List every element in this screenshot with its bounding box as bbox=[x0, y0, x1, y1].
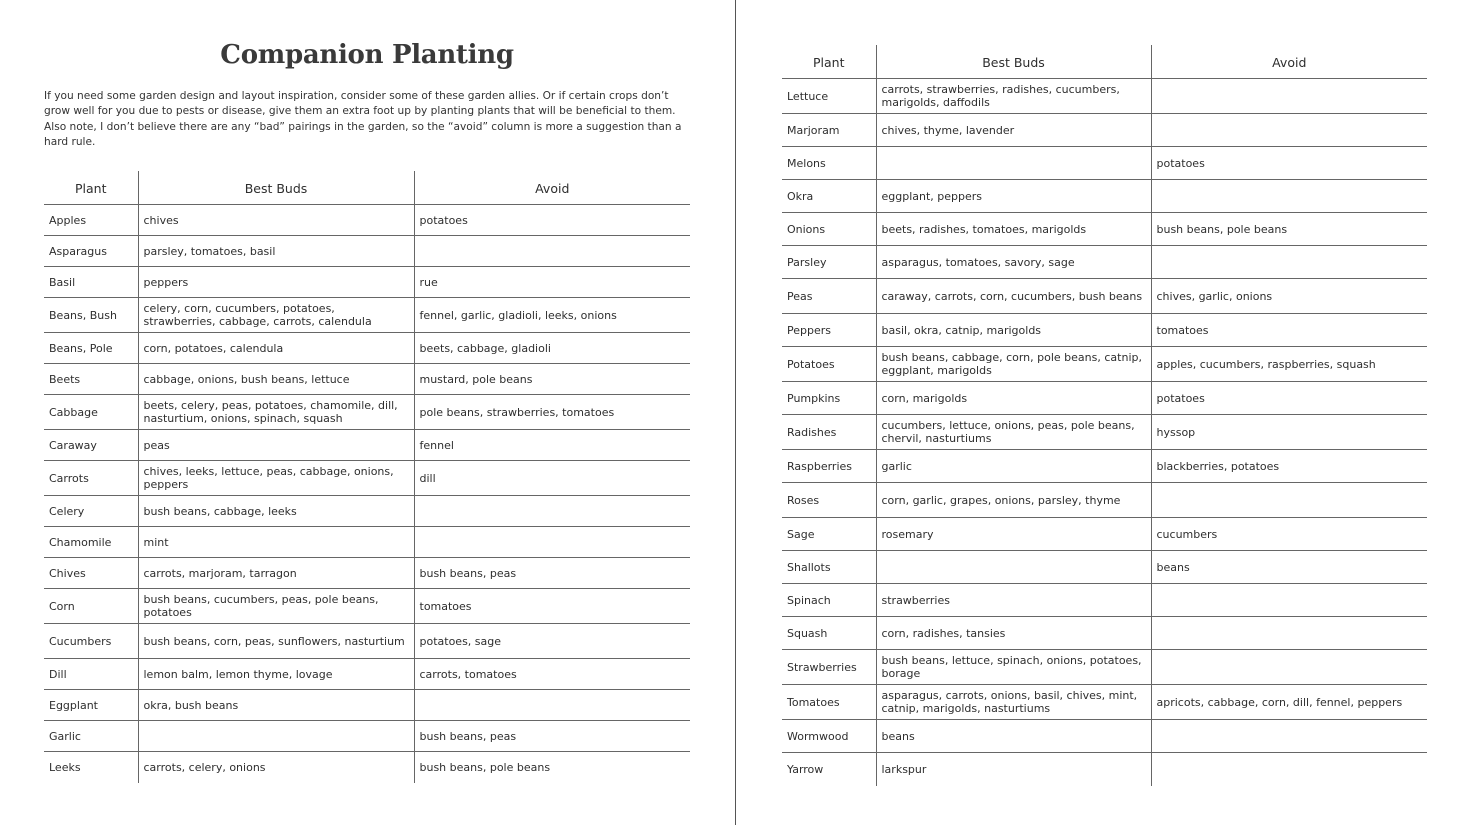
best-buds-cell: celery, corn, cucumbers, potatoes, strawberries, cabbage, carrots, calendula bbox=[138, 298, 414, 333]
plant-cell: Peppers bbox=[782, 314, 876, 347]
plant-cell: Strawberries bbox=[782, 650, 876, 685]
table-row bbox=[782, 518, 1427, 551]
avoid-cell: bush beans, pole beans bbox=[1151, 213, 1427, 246]
best-buds-cell: bush beans, corn, peas, sunflowers, nasturtium bbox=[138, 624, 414, 659]
plant-cell: Eggplant bbox=[44, 690, 138, 721]
plant-cell: Marjoram bbox=[782, 114, 876, 147]
plant-cell: Celery bbox=[44, 496, 138, 527]
avoid-cell: hyssop bbox=[1151, 415, 1427, 450]
avoid-cell bbox=[1151, 650, 1427, 685]
plant-cell: Chives bbox=[44, 558, 138, 589]
plant-cell: Onions bbox=[782, 213, 876, 246]
avoid-cell: cucumbers bbox=[1151, 518, 1427, 551]
avoid-cell bbox=[414, 236, 690, 267]
avoid-cell: carrots, tomatoes bbox=[414, 659, 690, 690]
best-buds-cell: bush beans, cucumbers, peas, pole beans, potatoes bbox=[138, 589, 414, 624]
best-buds-cell: beans bbox=[876, 720, 1151, 753]
best-buds-cell: chives bbox=[138, 205, 414, 236]
table-row bbox=[44, 527, 690, 558]
table-header-row bbox=[44, 171, 690, 205]
plant-cell: Parsley bbox=[782, 246, 876, 279]
table-row bbox=[782, 584, 1427, 617]
best-buds-cell: corn, marigolds bbox=[876, 382, 1151, 415]
best-buds-cell: lemon balm, lemon thyme, lovage bbox=[138, 659, 414, 690]
plant-cell: Garlic bbox=[44, 721, 138, 752]
avoid-cell: bush beans, pole beans bbox=[419, 760, 551, 774]
table-row bbox=[782, 617, 1427, 650]
best-buds-cell: bush beans, cabbage, corn, pole beans, catnip, eggplant, marigolds bbox=[876, 347, 1151, 382]
plant-cell: Raspberries bbox=[782, 450, 876, 483]
plant-cell: Potatoes bbox=[782, 347, 876, 382]
plant-cell: Yarrow bbox=[782, 753, 876, 786]
table-row bbox=[44, 298, 690, 333]
table-header-row bbox=[782, 45, 1427, 79]
plant-cell: Pumpkins bbox=[782, 382, 876, 415]
avoid-cell bbox=[414, 527, 690, 558]
avoid-cell: potatoes bbox=[1151, 147, 1427, 180]
page-title: Companion Planting bbox=[220, 40, 514, 70]
best-buds-cell: caraway, carrots, corn, cucumbers, bush beans bbox=[876, 279, 1151, 314]
avoid-cell: apricots, cabbage, corn, dill, fennel, peppers bbox=[1151, 685, 1427, 720]
avoid-cell: mustard, pole beans bbox=[414, 364, 690, 395]
table-row bbox=[782, 279, 1427, 314]
best-buds-cell: larkspur bbox=[876, 753, 1151, 786]
plant-cell: Caraway bbox=[44, 430, 138, 461]
table-row bbox=[44, 589, 690, 624]
header-avoid: Avoid bbox=[414, 171, 690, 205]
table-row bbox=[44, 267, 690, 298]
table-row bbox=[782, 79, 1427, 114]
avoid-cell bbox=[1151, 753, 1427, 786]
companion-table-right bbox=[782, 45, 1427, 786]
best-buds-cell: corn, potatoes, calendula bbox=[138, 333, 414, 364]
avoid-cell: blackberries, potatoes bbox=[1151, 450, 1427, 483]
table-row bbox=[782, 246, 1427, 279]
avoid-cell: apples, cucumbers, raspberries, squash bbox=[1151, 347, 1427, 382]
table-row bbox=[44, 752, 690, 783]
plant-cell: Basil bbox=[44, 267, 138, 298]
avoid-cell bbox=[1151, 584, 1427, 617]
table-row bbox=[44, 430, 690, 461]
plant-cell: Beans, Bush bbox=[44, 298, 138, 333]
best-buds-cell: carrots, celery, onions bbox=[138, 752, 414, 783]
intro-paragraph: If you need some garden design and layout inspiration, consider some of these garden allies. Or if certain crops don’t grow well for you due to pests or disease, give them an extra foot up by planting plants that will be beneficial to them. Also note, I don’t believe there are any “bad” pairings in the garden, so the “avoid” column is more a suggestion than a hard rule. bbox=[44, 90, 682, 149]
plant-cell: Beans, Pole bbox=[44, 333, 138, 364]
best-buds-cell: asparagus, carrots, onions, basil, chives, mint, catnip, marigolds, nasturtiums bbox=[876, 685, 1151, 720]
best-buds-cell bbox=[876, 551, 1151, 584]
table-row bbox=[44, 364, 690, 395]
best-buds-cell: bush beans, lettuce, spinach, onions, potatoes, borage bbox=[876, 650, 1151, 685]
table-row bbox=[782, 551, 1427, 584]
table-row bbox=[782, 180, 1427, 213]
plant-cell: Spinach bbox=[782, 584, 876, 617]
best-buds-cell: peas bbox=[138, 430, 414, 461]
table-row bbox=[782, 114, 1427, 147]
avoid-cell bbox=[1151, 720, 1427, 753]
avoid-cell bbox=[1151, 483, 1427, 518]
best-buds-cell bbox=[876, 147, 1151, 180]
header-best-buds: Best Buds bbox=[876, 45, 1151, 79]
plant-cell: Dill bbox=[44, 659, 138, 690]
plant-cell: Leeks bbox=[44, 752, 138, 783]
plant-cell: Lettuce bbox=[782, 79, 876, 114]
avoid-cell: potatoes bbox=[414, 205, 690, 236]
best-buds-cell: beets, radishes, tomatoes, marigolds bbox=[876, 213, 1151, 246]
best-buds-cell: eggplant, peppers bbox=[876, 180, 1151, 213]
plant-cell: Peas bbox=[782, 279, 876, 314]
table-row bbox=[44, 236, 690, 267]
table-row bbox=[44, 205, 690, 236]
best-buds-cell: beets, celery, peas, potatoes, chamomile, dill, nasturtium, onions, spinach, squash bbox=[138, 395, 414, 430]
plant-cell: Carrots bbox=[44, 461, 138, 496]
plant-cell: Wormwood bbox=[782, 720, 876, 753]
plant-cell: Roses bbox=[782, 483, 876, 518]
best-buds-cell: bush beans, cabbage, leeks bbox=[138, 496, 414, 527]
table-row bbox=[44, 624, 690, 659]
table-row bbox=[782, 347, 1427, 382]
best-buds-cell: okra, bush beans bbox=[138, 690, 414, 721]
best-buds-cell: carrots, marjoram, tarragon bbox=[138, 558, 414, 589]
avoid-cell: potatoes bbox=[1151, 382, 1427, 415]
plant-cell: Squash bbox=[782, 617, 876, 650]
header-plant: Plant bbox=[44, 171, 138, 205]
avoid-cell bbox=[414, 496, 690, 527]
avoid-cell bbox=[414, 690, 690, 721]
table-row bbox=[782, 720, 1427, 753]
plant-cell: Sage bbox=[782, 518, 876, 551]
best-buds-cell: garlic bbox=[876, 450, 1151, 483]
table-row bbox=[782, 450, 1427, 483]
avoid-cell: dill bbox=[414, 461, 690, 496]
table-row bbox=[782, 382, 1427, 415]
best-buds-cell: cabbage, onions, bush beans, lettuce bbox=[138, 364, 414, 395]
avoid-cell bbox=[1151, 246, 1427, 279]
avoid-cell: chives, garlic, onions bbox=[1151, 279, 1427, 314]
best-buds-cell: corn, radishes, tansies bbox=[876, 617, 1151, 650]
companion-table-left bbox=[44, 171, 690, 783]
table-row bbox=[44, 690, 690, 721]
best-buds-cell: chives, thyme, lavender bbox=[876, 114, 1151, 147]
table-body-left bbox=[44, 205, 690, 783]
table-row bbox=[44, 461, 690, 496]
plant-cell: Beets bbox=[44, 364, 138, 395]
table-row bbox=[44, 659, 690, 690]
table-row bbox=[782, 147, 1427, 180]
best-buds-cell: chives, leeks, lettuce, peas, cabbage, onions, peppers bbox=[138, 461, 414, 496]
avoid-cell: pole beans, strawberries, tomatoes bbox=[414, 395, 690, 430]
plant-cell: Apples bbox=[44, 205, 138, 236]
avoid-cell: beans bbox=[1151, 551, 1427, 584]
table-row bbox=[782, 650, 1427, 685]
header-plant: Plant bbox=[782, 45, 876, 79]
avoid-cell bbox=[1151, 617, 1427, 650]
avoid-cell: potatoes, sage bbox=[414, 624, 690, 659]
avoid-cell: rue bbox=[414, 267, 690, 298]
table-row bbox=[782, 753, 1427, 786]
best-buds-cell: carrots, strawberries, radishes, cucumbers, marigolds, daffodils bbox=[876, 79, 1151, 114]
table-row bbox=[782, 483, 1427, 518]
table-row bbox=[782, 213, 1427, 246]
table-row bbox=[782, 415, 1427, 450]
table-row bbox=[44, 395, 690, 430]
best-buds-cell: rosemary bbox=[876, 518, 1151, 551]
table-row bbox=[44, 496, 690, 527]
best-buds-cell: corn, garlic, grapes, onions, parsley, thyme bbox=[876, 483, 1151, 518]
best-buds-cell bbox=[138, 721, 414, 752]
plant-cell: Okra bbox=[782, 180, 876, 213]
plant-cell: Radishes bbox=[782, 415, 876, 450]
best-buds-cell: parsley, tomatoes, basil bbox=[138, 236, 414, 267]
avoid-cell: beets, cabbage, gladioli bbox=[414, 333, 690, 364]
table-row bbox=[782, 685, 1427, 720]
best-buds-cell: mint bbox=[138, 527, 414, 558]
best-buds-cell: strawberries bbox=[876, 584, 1151, 617]
header-avoid: Avoid bbox=[1151, 45, 1427, 79]
avoid-cell: fennel bbox=[414, 430, 690, 461]
table-body-right bbox=[782, 79, 1427, 786]
plant-cell: Cabbage bbox=[44, 395, 138, 430]
plant-cell: Chamomile bbox=[44, 527, 138, 558]
best-buds-cell: peppers bbox=[138, 267, 414, 298]
avoid-cell: fennel, garlic, gladioli, leeks, onions bbox=[414, 298, 690, 333]
table-row bbox=[44, 558, 690, 589]
plant-cell: Shallots bbox=[782, 551, 876, 584]
header-best-buds: Best Buds bbox=[138, 171, 414, 205]
avoid-cell: bush beans, peas bbox=[414, 721, 690, 752]
avoid-cell: tomatoes bbox=[414, 589, 690, 624]
table-row bbox=[44, 721, 690, 752]
table-row bbox=[44, 333, 690, 364]
avoid-cell bbox=[1151, 79, 1427, 114]
best-buds-cell: cucumbers, lettuce, onions, peas, pole beans, chervil, nasturtiums bbox=[876, 415, 1151, 450]
best-buds-cell: asparagus, tomatoes, savory, sage bbox=[876, 246, 1151, 279]
avoid-cell: tomatoes bbox=[1151, 314, 1427, 347]
plant-cell: Tomatoes bbox=[782, 685, 876, 720]
avoid-cell bbox=[1151, 180, 1427, 213]
avoid-cell: bush beans, peas bbox=[414, 558, 690, 589]
table-row bbox=[782, 314, 1427, 347]
avoid-cell bbox=[1151, 114, 1427, 147]
best-buds-cell: basil, okra, catnip, marigolds bbox=[876, 314, 1151, 347]
page-divider bbox=[735, 0, 736, 825]
plant-cell: Asparagus bbox=[44, 236, 138, 267]
plant-cell: Melons bbox=[782, 147, 876, 180]
plant-cell: Cucumbers bbox=[44, 624, 138, 659]
plant-cell: Corn bbox=[44, 589, 138, 624]
